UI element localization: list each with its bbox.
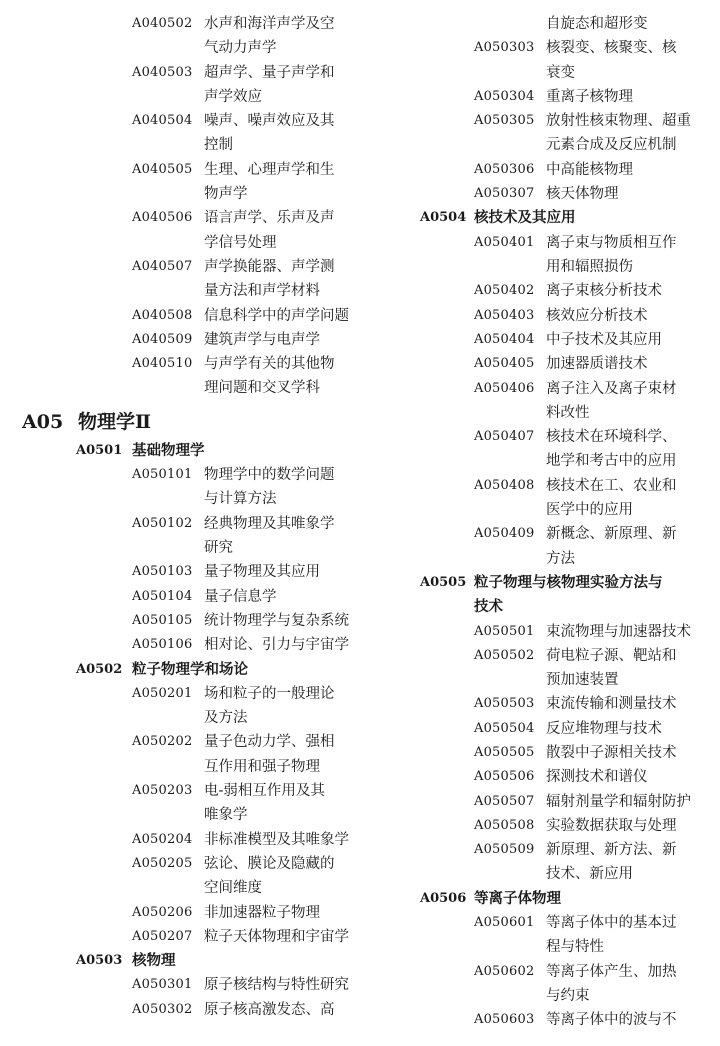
subject-code: A050202 <box>132 734 193 750</box>
subject-code: A050407 <box>474 429 535 445</box>
subject-title-line: 地学和考古中的应用 <box>546 453 677 470</box>
subject-title-line: 物理学Ⅱ <box>78 410 152 433</box>
subject-title-line: 与计算方法 <box>204 491 277 508</box>
subject-code: A050205 <box>132 855 193 871</box>
subject-code: A050305 <box>474 113 535 129</box>
subject-code: A050201 <box>132 685 193 701</box>
subject-title-line: 核效应分析技术 <box>546 307 648 324</box>
subject-code: A040507 <box>132 259 193 274</box>
subject-code: A050508 <box>474 817 535 833</box>
subject-code: A050402 <box>474 283 535 299</box>
subject-title-line: 经典物理及其唯象学 <box>204 515 335 532</box>
subject-title-line: 学信号处理 <box>204 234 277 251</box>
subject-code: A050104 <box>132 588 193 604</box>
subject-title-line: 等离子体产生、加热 <box>546 963 677 980</box>
subject-code: A050204 <box>132 831 193 847</box>
subject-title-line: 噪声、噪声效应及其 <box>204 113 335 130</box>
subject-code: A050404 <box>474 331 535 347</box>
subject-code: A050506 <box>474 769 535 785</box>
subject-code: A050203 <box>132 783 193 798</box>
subject-title-line: 等离子体物理 <box>474 889 561 907</box>
subject-title-line: 核天体物理 <box>546 186 619 203</box>
subject-code: A050405 <box>474 356 535 372</box>
subject-code: A0503 <box>76 953 123 969</box>
subject-code: A050304 <box>474 88 535 104</box>
subject-code: A05 <box>22 410 64 433</box>
subject-code: A040508 <box>132 307 193 323</box>
subject-code: A040510 <box>132 356 193 372</box>
subject-code: A050307 <box>474 186 535 202</box>
subject-title-line: 等离子体中的基本过 <box>546 915 677 932</box>
subject-title-line: 基础物理学 <box>132 441 205 459</box>
subject-title-line: 粒子物理与核物理实验方法与 <box>474 573 663 591</box>
subject-code: A050306 <box>474 161 535 177</box>
subject-code: A0504 <box>420 210 467 226</box>
subject-code: A050106 <box>132 637 193 653</box>
subject-title-line: 核技术及其应用 <box>474 209 576 227</box>
subject-title-line: 技术 <box>474 598 503 616</box>
subject-code: A050207 <box>132 928 193 944</box>
subject-title-line: 探测技术和谱仪 <box>546 769 648 786</box>
subject-title-line: 统计物理学与复杂系统 <box>204 612 349 629</box>
subject-title-line: 场和粒子的一般理论 <box>204 685 335 702</box>
subject-title-line: 放射性核束物理、超重 <box>546 113 691 130</box>
subject-title-line: 核物理 <box>132 952 176 970</box>
subject-code: A040506 <box>132 210 193 226</box>
subject-code: A050206 <box>132 904 193 920</box>
subject-title-line: 元素合成及反应机制 <box>546 137 677 154</box>
subject-title-line: 物声学 <box>204 186 248 203</box>
subject-title-line: 水声和海洋声学及空 <box>204 16 335 32</box>
subject-title-line: 与约束 <box>546 987 590 1004</box>
subject-title-line: 控制 <box>204 137 233 154</box>
subject-title-line: 非标准模型及其唯象学 <box>204 831 349 848</box>
subject-title-line: 及方法 <box>204 710 248 727</box>
subject-code: A050509 <box>474 842 535 858</box>
subject-code: A050302 <box>132 1001 193 1017</box>
subject-title-line: 与声学有关的其他物 <box>204 356 335 373</box>
subject-title-line: 散裂中子源相关技术 <box>546 745 677 761</box>
subject-title-line: 用和辐照损伤 <box>546 258 633 275</box>
subject-title-line: 物理学中的数学问题 <box>204 467 335 484</box>
subject-code: A040504 <box>132 113 193 129</box>
subject-title-line: 束流物理与加速器技术 <box>546 623 691 640</box>
subject-title-line: 新原理、新方法、新 <box>546 842 677 859</box>
subject-title-line: 重离子核物理 <box>546 88 633 105</box>
subject-code: A050401 <box>474 234 535 250</box>
subject-title-line: 中高能核物理 <box>546 161 633 178</box>
subject-title-line: 预加速装置 <box>546 672 619 689</box>
subject-code: A050403 <box>474 307 535 323</box>
subject-title-line: 声学效应 <box>204 88 262 105</box>
subject-code: A0506 <box>420 890 467 906</box>
subject-code: A040509 <box>132 331 193 347</box>
subject-title-line: 量方法和声学材料 <box>204 283 320 300</box>
subject-title-line: 声学换能器、声学测 <box>204 259 335 275</box>
subject-code: A050409 <box>474 526 535 542</box>
subject-title-line: 粒子天体物理和宇宙学 <box>204 928 349 945</box>
subject-title-line: 反应堆物理与技术 <box>546 720 662 737</box>
subject-title-line: 空间维度 <box>204 880 262 897</box>
subject-code: A050602 <box>474 963 535 979</box>
subject-title-line: 原子核结构与特性研究 <box>204 977 349 994</box>
subject-code: A050406 <box>474 380 535 396</box>
subject-title-line: 语言声学、乐声及声 <box>204 210 335 227</box>
subject-title-line: 相对论、引力与宇宙学 <box>204 637 349 654</box>
subject-title-line: 非加速器粒子物理 <box>204 904 320 921</box>
subject-code: A040502 <box>132 16 193 31</box>
subject-title-line: 理问题和交叉学科 <box>204 380 320 397</box>
subject-code: A050101 <box>132 467 193 483</box>
subject-title-line: 辐射剂量学和辐射防护 <box>546 793 691 810</box>
subject-title-line: 加速器质谱技术 <box>546 356 648 373</box>
subject-title-line: 建筑声学与电声学 <box>204 331 320 348</box>
subject-code: A050603 <box>474 1012 535 1028</box>
subject-title-line: 核裂变、核聚变、核 <box>546 40 677 57</box>
subject-code: A040503 <box>132 64 193 80</box>
subject-title-line: 离子束与物质相互作 <box>546 234 677 251</box>
subject-code: A0501 <box>76 442 123 458</box>
subject-code: A050102 <box>132 515 193 531</box>
subject-code: A050408 <box>474 477 535 493</box>
subject-title-line: 信息科学中的声学问题 <box>204 307 349 324</box>
subject-code: A050507 <box>474 793 535 809</box>
subject-title-line: 核技术在工、农业和 <box>546 477 677 494</box>
subject-code: A040505 <box>132 161 193 177</box>
subject-title-line: 粒子物理学和场论 <box>132 660 248 678</box>
subject-title-line: 核技术在环境科学、 <box>546 429 677 446</box>
subject-title-line: 衰变 <box>546 64 575 81</box>
subject-code: A050301 <box>132 977 193 993</box>
subject-title-line: 原子核高激发态、高 <box>204 1001 335 1018</box>
subject-title-line: 量子色动力学、强相 <box>204 734 335 751</box>
subject-title-line: 研究 <box>204 539 233 556</box>
subject-title-line: 离子注入及离子束材 <box>546 380 677 397</box>
subject-title-line: 荷电粒子源、靶站和 <box>546 647 677 664</box>
subject-code: A050505 <box>474 745 535 760</box>
subject-title-line: 束流传输和测量技术 <box>546 696 677 713</box>
subject-title-line: 量子信息学 <box>204 588 277 605</box>
subject-title-line: 超声学、量子声学和 <box>204 64 335 81</box>
subject-title-line: 气动力声学 <box>204 40 277 57</box>
subject-code: A0505 <box>420 574 467 590</box>
subject-code: A050601 <box>474 915 535 931</box>
subject-title-line: 唯象学 <box>204 807 248 824</box>
subject-code: A050501 <box>474 623 535 639</box>
subject-title-line: 等离子体中的波与不 <box>546 1012 677 1029</box>
subject-title-line: 程与特性 <box>546 939 604 956</box>
subject-title-line: 弦论、膜论及隐藏的 <box>204 855 335 872</box>
subject-code: A050504 <box>474 720 535 736</box>
subject-title-line: 量子物理及其应用 <box>204 564 320 581</box>
subject-title-line: 互作用和强子物理 <box>204 758 320 775</box>
subject-code: A050303 <box>474 40 535 56</box>
subject-title-line: 离子束核分析技术 <box>546 283 662 300</box>
subject-title-line: 实验数据获取与处理 <box>546 817 677 834</box>
subject-title-line: 医学中的应用 <box>546 501 633 518</box>
subject-title-line: 料改性 <box>546 404 590 421</box>
subject-code: A050103 <box>132 564 193 580</box>
subject-code: A0502 <box>76 661 123 677</box>
subject-title-line: 技术、新应用 <box>546 866 633 883</box>
subject-title-line: 自旋态和超形变 <box>546 16 648 32</box>
subject-title-line: 电-弱相互作用及其 <box>204 783 325 799</box>
subject-title-line: 新概念、新原理、新 <box>546 526 677 543</box>
subject-code: A050503 <box>474 696 535 712</box>
subject-title-line: 生理、心理声学和生 <box>204 161 335 178</box>
subject-code: A050105 <box>132 612 193 628</box>
subject-title-line: 中子技术及其应用 <box>546 331 662 348</box>
subject-code: A050502 <box>474 647 535 663</box>
subject-title-line: 方法 <box>546 550 575 567</box>
